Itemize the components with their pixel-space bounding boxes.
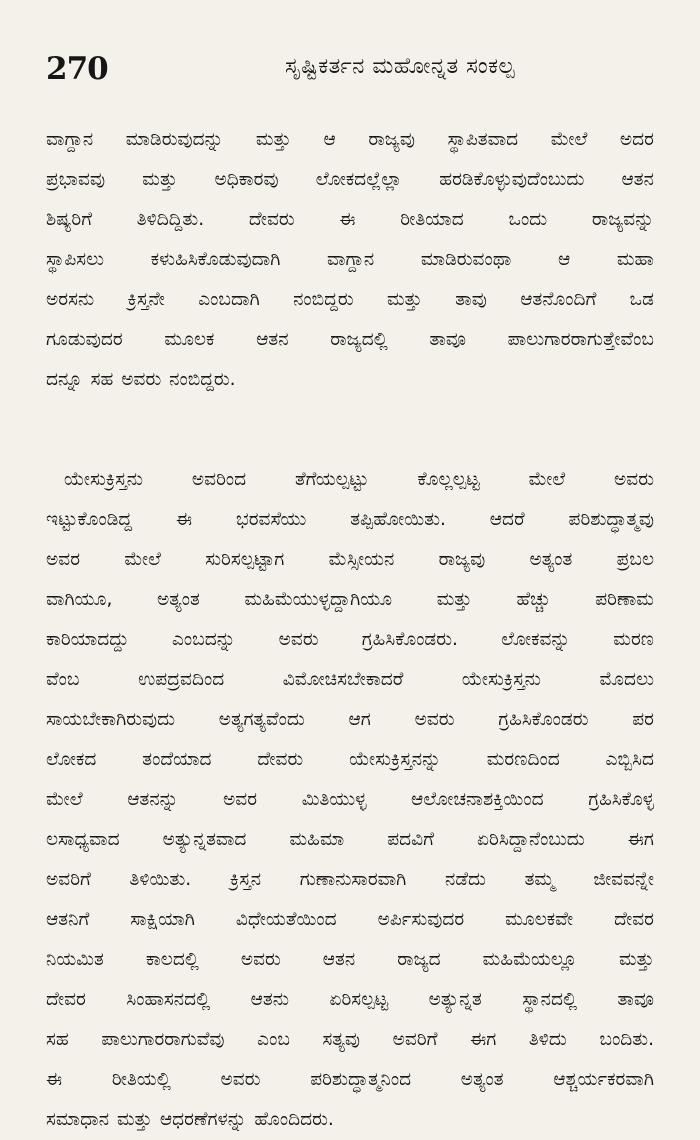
text-line: ಪ್ರಭಾವವು ಮತ್ತು ಅಧಿಕಾರವು ಲೋಕದಲ್ಲೆಲ್ಲಾ ಹರಡಿಕೊಳ್ಳುವುದೆಂಬುದು ಆತನ	[46, 169, 654, 190]
paragraph-2	[46, 460, 654, 1140]
text-line: ಲೋಕದ ತಂದೆಯಾದ ದೇವರು ಯೇಸುಕ್ರಿಸ್ತನನ್ನು ಮರಣದಿಂದ ಎಬ್ಬಿಸಿದ	[46, 749, 654, 770]
text-line: ಮೇಲೆ ಆತನನ್ನು ಅವರ ಮಿತಿಯುಳ್ಳ ಆಲೋಚನಾಶಕ್ತಿಯಿಂದ ಗ್ರಹಿಸಿಕೊಳ್ಳ	[46, 789, 654, 810]
text-line: ಈ ರೀತಿಯಲ್ಲಿ ಅವರು ಪರಿಶುದ್ಧಾತ್ಮನಿಂದ ಅತ್ಯಂತ ಆಶ್ಚರ್ಯಕರವಾಗಿ	[46, 1069, 654, 1090]
text-line: ಸ್ಥಾಪಿಸಲು ಕಳುಹಿಸಿಕೊಡುವುದಾಗಿ ವಾಗ್ದಾನ ಮಾಡಿರುವಂಥಾ ಆ ಮಹಾ	[46, 249, 654, 270]
text-line: ವಾಗ್ದಾನ ಮಾಡಿರುವುದನ್ನು ಮತ್ತು ಆ ರಾಜ್ಯವು ಸ್ಥಾಪಿತವಾದ ಮೇಲೆ ಅದರ	[46, 129, 654, 150]
text-line: ಅವರಿಗೆ ತಿಳಿಯಿತು. ಕ್ರಿಸ್ತನ ಗುಣಾನುಸಾರವಾಗಿ ನಡೆದು ತಮ್ಮ ಜೀವವನ್ನೇ	[46, 869, 654, 890]
text-line: ಸಮಾಧಾನ ಮತ್ತು ಆಧರಣೆಗಳನ್ನು ಹೊಂದಿದರು.	[46, 1109, 334, 1130]
running-title: ಸೃಷ್ಟಿಕರ್ತನ ಮಹೋನ್ನತ ಸಂಕಲ್ಪ	[285, 54, 515, 79]
text-line: ಸಹ ಪಾಲುಗಾರರಾಗುವೆವು ಎಂಬ ಸತ್ಯವು ಅವರಿಗೆ ಈಗ ತಿಳಿದು ಬಂದಿತು.	[46, 1029, 654, 1050]
text-line: ವಾಗಿಯೂ, ಅತ್ಯಂತ ಮಹಿಮೆಯುಳ್ಳದ್ದಾಗಿಯೂ ಮತ್ತು ಹೆಚ್ಚು ಪರಿಣಾಮ	[46, 589, 654, 610]
page-number: 270	[46, 51, 108, 87]
paragraph-gap	[46, 400, 654, 460]
text-line: ದೇವರ ಸಿಂಹಾಸನದಲ್ಲಿ ಆತನು ಏರಿಸಲ್ಪಟ್ಟ ಅತ್ಯುನ್ನತ ಸ್ಥಾನದಲ್ಲಿ ತಾವೂ	[46, 989, 654, 1010]
text-line: ಆತನಿಗೆ ಸಾಕ್ಷಿಯಾಗಿ ವಿಧೇಯತೆಯಿಂದ ಅರ್ಪಿಸುವುದರ ಮೂಲಕವೇ ದೇವರ	[46, 909, 654, 930]
paragraph-1	[46, 120, 654, 400]
page-header	[46, 52, 654, 96]
text-line: ನಿಯಮಿತ ಕಾಲದಲ್ಲಿ ಅವರು ಆತನ ರಾಜ್ಯದ ಮಹಿಮೆಯಲ್ಲೂ ಮತ್ತು	[46, 949, 654, 970]
text-line: ಕಾರಿಯಾದದ್ದು ಎಂಬದನ್ನು ಅವರು ಗ್ರಹಿಸಿಕೊಂಡರು. ಲೋಕವನ್ನು ಮರಣ	[46, 629, 654, 650]
text-line: ಗೂಡುವುದರ ಮೂಲಕ ಆತನ ರಾಜ್ಯದಲ್ಲಿ ತಾವೂ ಪಾಲುಗಾರರಾಗುತ್ತೇವೆಂಬ	[46, 329, 654, 350]
text-line: ದನ್ನೂ ಸಹ ಅವರು ನಂಬಿದ್ದರು.	[46, 369, 236, 390]
text-line: ಅವರ ಮೇಲೆ ಸುರಿಸಲ್ಪಟ್ಟಾಗ ಮೆಸ್ಸೀಯನ ರಾಜ್ಯವು ಅತ್ಯಂತ ಪ್ರಬಲ	[46, 549, 654, 570]
text-line: ಯೇಸುಕ್ರಿಸ್ತನು ಅವರಿಂದ ತೆಗೆಯಲ್ಪಟ್ಟು ಕೊಲ್ಲಲ್ಪಟ್ಟ ಮೇಲೆ ಅವರು	[64, 469, 654, 490]
text-line: ಸಾಯಬೇಕಾಗಿರುವುದು ಅತ್ಯಗತ್ಯವೆಂದು ಆಗ ಅವರು ಗ್ರಹಿಸಿಕೊಂಡರು ಪರ	[46, 709, 654, 730]
text-line: ಇಟ್ಟುಕೊಂಡಿದ್ದ ಈ ಭರವಸೆಯು ತಪ್ಪಿಹೋಯಿತು. ಆದರೆ ಪರಿಶುದ್ಧಾತ್ಮವು	[46, 509, 654, 530]
text-line: ಲಸಾಧ್ಯವಾದ ಅತ್ಯುನ್ನತವಾದ ಮಹಿಮಾ ಪದವಿಗೆ ಏರಿಸಿದ್ದಾನೆಂಬುದು ಈಗ	[46, 829, 654, 850]
text-line: ಅರಸನು ಕ್ರಿಸ್ತನೇ ಎಂಬದಾಗಿ ನಂಬಿದ್ದರು ಮತ್ತು ತಾವು ಆತನೊಂದಿಗೆ ಒಡ	[46, 289, 654, 310]
text-line: ವೆಂಬ ಉಪದ್ರವದಿಂದ ವಿಮೋಚಿಸಬೇಕಾದರೆ ಯೇಸುಕ್ರಿಸ್ತನು ಮೊದಲು	[46, 669, 654, 690]
text-line: ಶಿಷ್ಯರಿಗೆ ತಿಳಿದಿದ್ದಿತು. ದೇವರು ಈ ರೀತಿಯಾದ ಒಂದು ರಾಜ್ಯವನ್ನು	[46, 209, 654, 230]
